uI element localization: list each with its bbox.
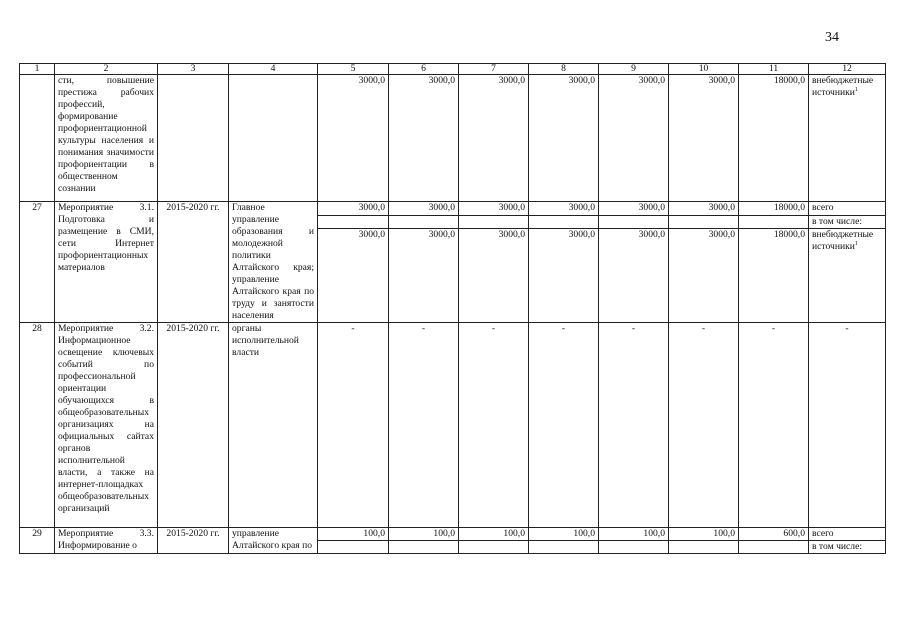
period-cell: 2015-2020 гг.: [158, 202, 229, 323]
header-cell: 7: [459, 64, 529, 75]
table-row: [20, 202, 886, 216]
value-cell: 3000,0: [318, 202, 389, 216]
period-cell: 2015-2020 гг.: [158, 323, 229, 528]
value-cell: 3000,0: [529, 202, 599, 216]
value-cell: 3000,0: [529, 75, 599, 202]
value-cell: 600,0: [739, 528, 809, 541]
value-cell: 3000,0: [599, 229, 669, 323]
row-number-cell: [20, 75, 55, 202]
footnote-mark: 1: [854, 240, 858, 247]
period-cell: 2015-2020 гг.: [158, 528, 229, 554]
value-cell: 3000,0: [529, 229, 599, 323]
header-row: [20, 64, 886, 75]
value-cell: [739, 541, 809, 554]
row-number-cell: 27: [20, 202, 55, 323]
value-cell: 3000,0: [669, 75, 739, 202]
header-cell: 5: [318, 64, 389, 75]
value-cell: 100,0: [599, 528, 669, 541]
value-cell: 18000,0: [739, 75, 809, 202]
value-cell: -: [318, 323, 389, 528]
source-cell: [809, 229, 886, 323]
header-cell: 8: [529, 64, 599, 75]
footnote-mark: 1: [854, 86, 858, 93]
header-cell: 11: [739, 64, 809, 75]
measure-name-cell: сти, повышение престижа рабочих профессий, формирование профориентационной культуры населения и понимания значимости профориентации в общественном сознании: [55, 75, 158, 202]
measure-name-cell: Мероприятие 3.1. Подготовка и размещение в СМИ, сети Интернет профориентационных материалов: [55, 202, 158, 323]
value-cell: [318, 215, 389, 229]
table-row: [20, 528, 886, 541]
value-cell: 18000,0: [739, 229, 809, 323]
value-cell: 100,0: [669, 528, 739, 541]
source-cell: в том числе:: [809, 541, 886, 554]
value-cell: 100,0: [529, 528, 599, 541]
value-cell: 18000,0: [739, 202, 809, 216]
executor-cell: Главное управление образования и молодежной политики Алтайского края; управление Алтайского края по труду и занятости населения: [229, 202, 318, 323]
page-number: 34: [825, 30, 839, 45]
measure-name-cell: Мероприятие 3.3. Информирование о: [55, 528, 158, 554]
value-cell: 3000,0: [389, 202, 459, 216]
value-cell: [459, 215, 529, 229]
header-cell: 3: [158, 64, 229, 75]
value-cell: -: [599, 323, 669, 528]
executor-cell: управление Алтайского края по: [229, 528, 318, 554]
value-cell: -: [389, 323, 459, 528]
value-cell: [318, 541, 389, 554]
source-cell: -: [809, 323, 886, 528]
measure-name-cell: Мероприятие 3.2. Информационное освещение ключевых событий по профессиональной ориентации обучающихся в общеобразовательных организациях на официальных сайтах органов исполнительной власти, а также на интернет-площадках общеобразовательных организаций: [55, 323, 158, 528]
value-cell: [459, 541, 529, 554]
executor-cell: [229, 75, 318, 202]
value-cell: 3000,0: [669, 202, 739, 216]
value-cell: [529, 215, 599, 229]
value-cell: -: [669, 323, 739, 528]
source-cell: всего: [809, 528, 886, 541]
header-cell: 10: [669, 64, 739, 75]
value-cell: 100,0: [459, 528, 529, 541]
value-cell: [599, 215, 669, 229]
value-cell: [389, 215, 459, 229]
program-table: [19, 63, 886, 554]
value-cell: 3000,0: [459, 229, 529, 323]
period-cell: [158, 75, 229, 202]
source-label: внебюджетные источники: [812, 75, 874, 98]
value-cell: 3000,0: [459, 75, 529, 202]
value-cell: [669, 215, 739, 229]
executor-cell: органы исполнительной власти: [229, 323, 318, 528]
value-cell: [529, 541, 599, 554]
value-cell: 3000,0: [599, 75, 669, 202]
header-cell: 12: [809, 64, 886, 75]
value-cell: [599, 541, 669, 554]
value-cell: -: [529, 323, 599, 528]
value-cell: 100,0: [389, 528, 459, 541]
row-number-cell: 28: [20, 323, 55, 528]
header-cell: 6: [389, 64, 459, 75]
row-number-cell: 29: [20, 528, 55, 554]
source-label: внебюджетные источники: [812, 229, 874, 253]
value-cell: 3000,0: [599, 202, 669, 216]
value-cell: 3000,0: [459, 202, 529, 216]
header-cell: 4: [229, 64, 318, 75]
table-row: [20, 75, 886, 202]
value-cell: 3000,0: [389, 75, 459, 202]
table-row: [20, 323, 886, 528]
header-cell: 9: [599, 64, 669, 75]
source-cell: всего: [809, 202, 886, 216]
value-cell: [389, 541, 459, 554]
value-cell: 3000,0: [389, 229, 459, 323]
value-cell: [739, 215, 809, 229]
value-cell: 3000,0: [318, 75, 389, 202]
value-cell: 3000,0: [669, 229, 739, 323]
header-cell: 2: [55, 64, 158, 75]
value-cell: -: [739, 323, 809, 528]
header-cell: 1: [20, 64, 55, 75]
source-cell: в том числе:: [809, 215, 886, 229]
value-cell: 3000,0: [318, 229, 389, 323]
value-cell: -: [459, 323, 529, 528]
source-cell: [809, 75, 886, 202]
value-cell: 100,0: [318, 528, 389, 541]
value-cell: [669, 541, 739, 554]
